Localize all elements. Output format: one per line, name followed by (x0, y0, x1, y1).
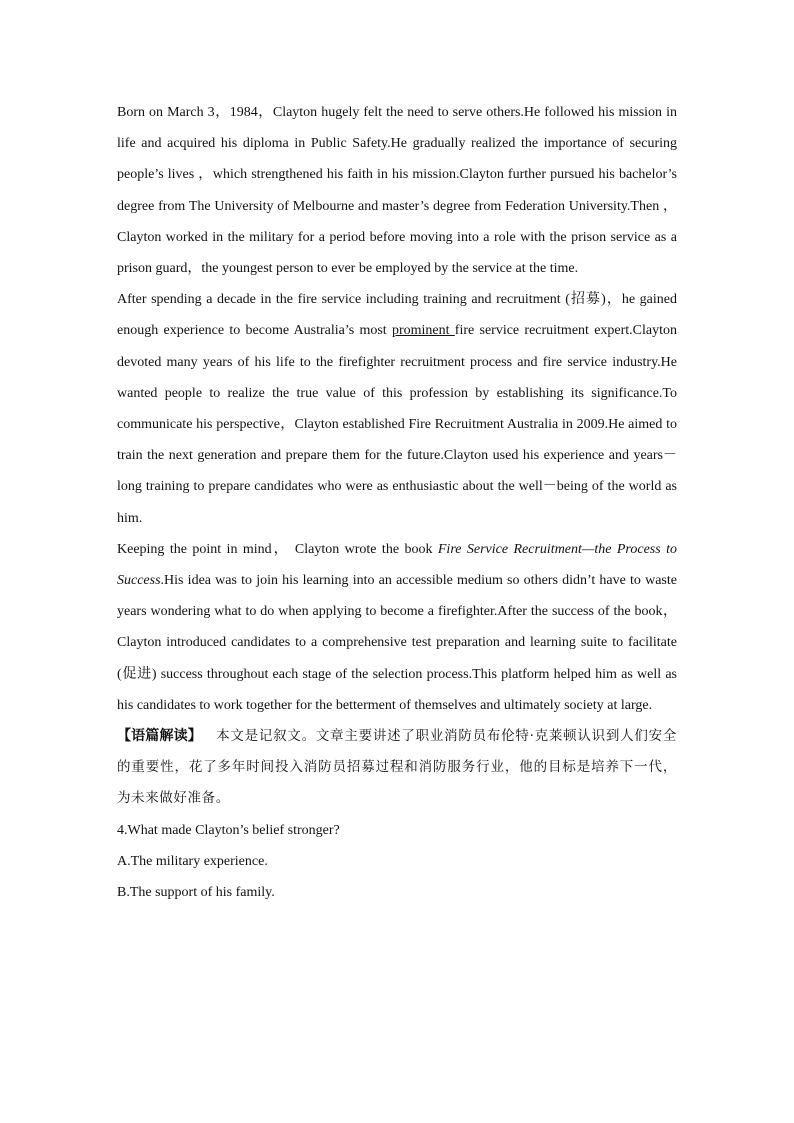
document-content (117, 97, 677, 908)
question-stem: 4.What made Clayton’s belief stronger? (117, 822, 340, 838)
passage-paragraph-1: Born on March 3，1984，Clayton hugely felt the need to serve others.He followed his mission in life and acquired his diploma in Public Safety.He gradually realized the importance of securing people’s lives ，which strengthened his faith in his mission.Clayton further pursued his bachelor’s degree from The University of Melbourne and master’s degree from Federation University.Then ，Clayton worked in the military for a period before moving into a role with the prison service as a prison guard，the youngest person to ever be employed by the service at the time. (117, 105, 677, 277)
paragraph-2-text-start: After spending a decade in the fire service including training and recruitment (招募)，he gained enough experience to become Australia’s most (117, 292, 677, 339)
passage-paragraph-3 (117, 534, 677, 721)
paragraph-2-text-end: fire service recruitment expert.Clayton devoted many years of his life to the firefighter recruitment process and fire service industry.He wanted people to realize the true value of this profession by establishing its significance.To communicate his perspective，Clayton established Fire Recruitment Australia in 2009.He aimed to train the next generation and prepare them for the future.Clayton used his experience and years－long training to prepare candidates who were as enthusiastic about the well－being of the world as him. (117, 323, 678, 526)
underlined-word-prominent: prominent (391, 323, 455, 339)
question-option-b: B.The support of his family. (117, 885, 275, 901)
paragraph-3-text-end: .His idea was to join his learning into an accessible medium so others didn’t have to waste years wondering what to do when applying to become a firefighter.After the success of the book， Clayton introduced candidates to a comprehensive test preparation and learning suite to facilitate (促进) success throughout each stage of the selection process.This platform helped him as well as his candidates to work together for the betterment of themselves and ultimately society at large. (117, 573, 677, 713)
note-body: 本文是记叙文。文章主要讲述了职业消防员布伦特·克莱顿认识到人们安全的重要性，花了多年时间投入消防员招募过程和消防服务行业，他的目标是培养下一代，为未来做好准备。 (117, 728, 678, 807)
book-title: Fire Service Recruitment—the Process to Success (117, 541, 677, 589)
passage-paragraph-2 (117, 284, 677, 534)
paragraph-3-text-start: Keeping the point in mind， Clayton wrote the book (117, 541, 438, 557)
discourse-analysis-note (117, 721, 677, 815)
note-title: 【语篇解读】 (117, 728, 202, 745)
question-option-a: A.The military experience. (117, 853, 268, 869)
